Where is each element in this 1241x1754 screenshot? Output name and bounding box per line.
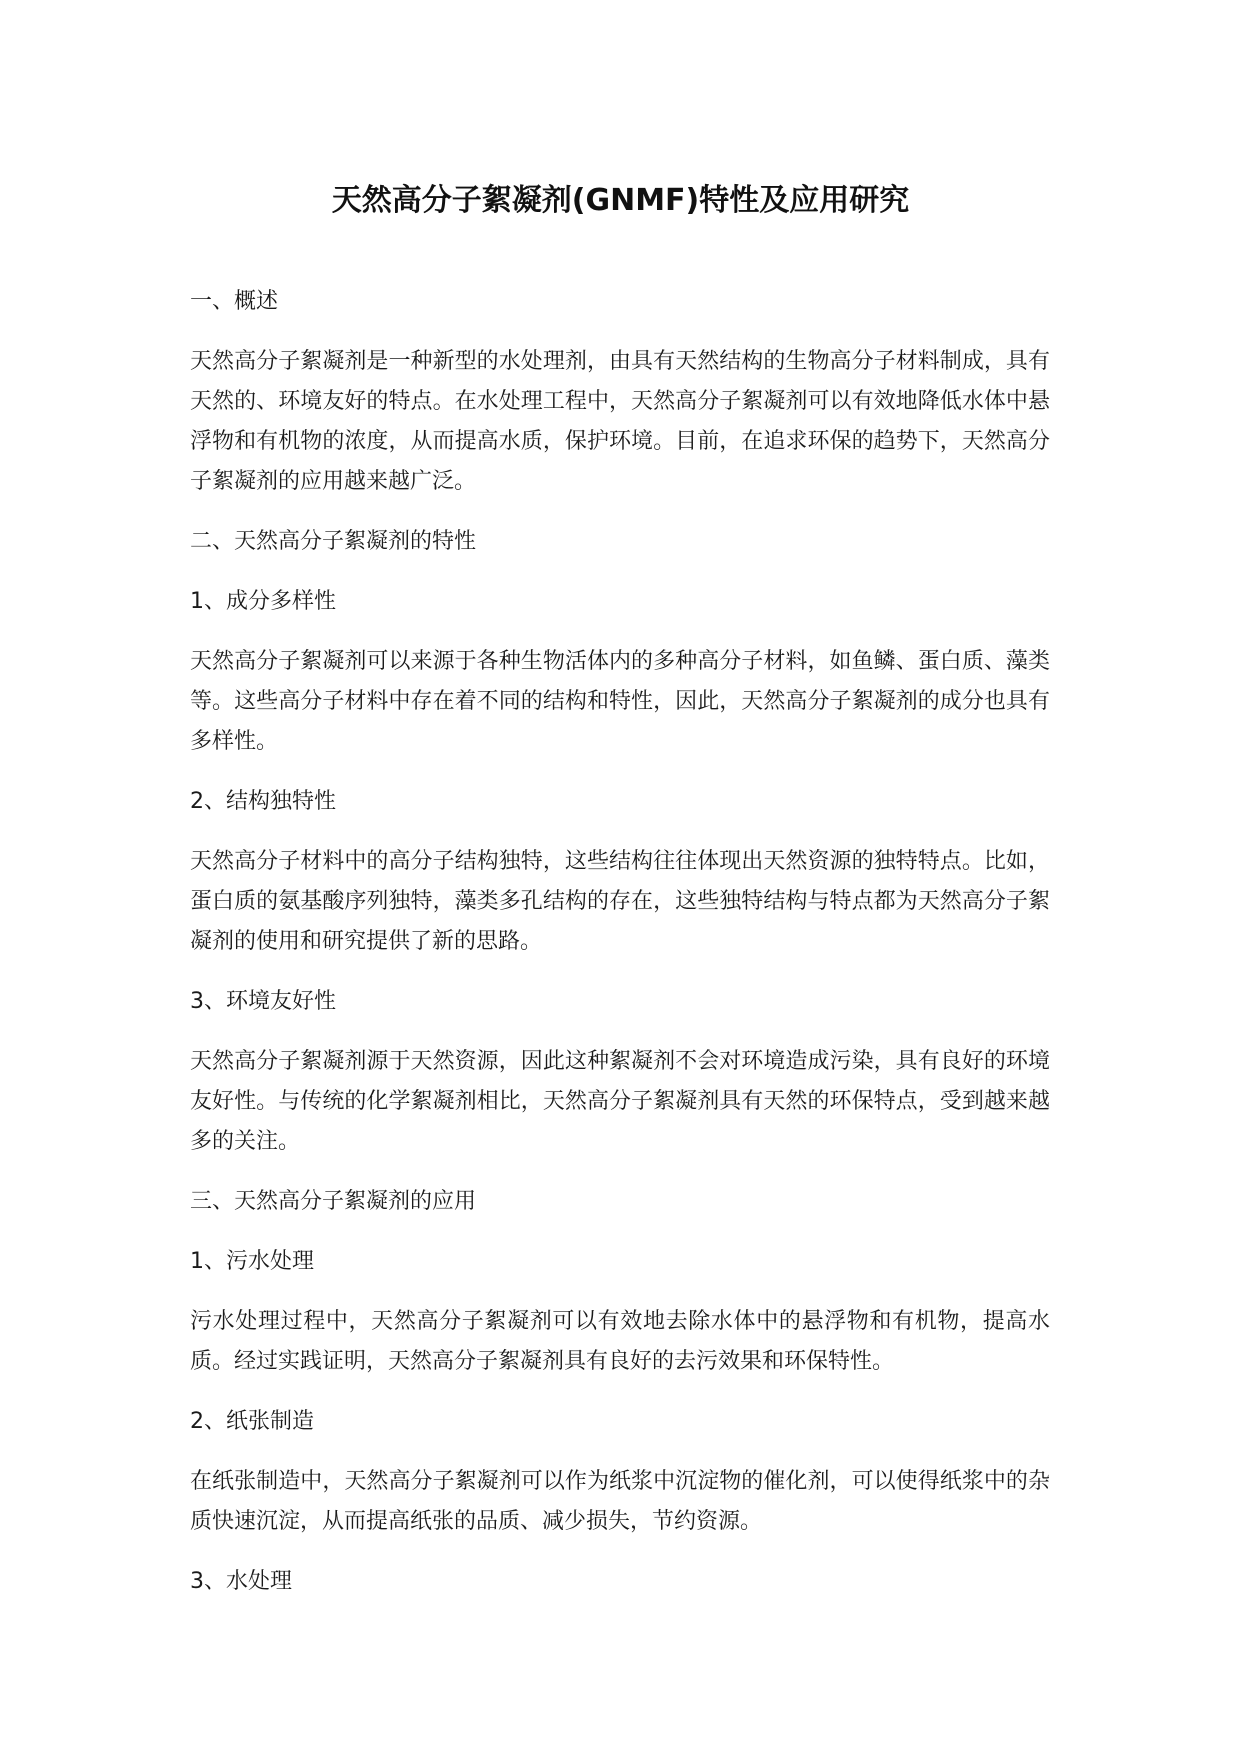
- paragraph-papermaking: 在纸张制造中，天然高分子絮凝剂可以作为纸浆中沉淀物的催化剂，可以使得纸浆中的杂质快速沉淀，从而提高纸张的品质、减少损失，节约资源。: [190, 1469, 1050, 1534]
- paragraph-structure: 天然高分子材料中的高分子结构独特，这些结构往往体现出天然资源的独特特点。比如，蛋白质的氨基酸序列独特，藻类多孔结构的存在，这些独特结构与特点都为天然高分子絮凝剂的使用和研究提供了新的思路。: [190, 849, 1050, 954]
- document-body: [190, 282, 1050, 1622]
- section-heading-properties: 二、天然高分子絮凝剂的特性: [190, 529, 477, 554]
- subheading-papermaking: 2、纸张制造: [190, 1409, 314, 1434]
- subheading-diversity: 1、成分多样性: [190, 589, 336, 614]
- paragraph-eco-friendly: 天然高分子絮凝剂源于天然资源，因此这种絮凝剂不会对环境造成污染，具有良好的环境友好性。与传统的化学絮凝剂相比，天然高分子絮凝剂具有天然的环保特点，受到越来越多的关注。: [190, 1049, 1050, 1154]
- subheading-sewage: 1、污水处理: [190, 1249, 314, 1274]
- paragraph-diversity: 天然高分子絮凝剂可以来源于各种生物活体内的多种高分子材料，如鱼鳞、蛋白质、藻类等。这些高分子材料中存在着不同的结构和特性，因此，天然高分子絮凝剂的成分也具有多样性。: [190, 649, 1050, 754]
- subheading-eco-friendly: 3、环境友好性: [190, 989, 336, 1014]
- document-title: 天然高分子絮凝剂(GNMF)特性及应用研究: [331, 183, 910, 218]
- subheading-water-treatment: 3、水处理: [190, 1569, 292, 1594]
- paragraph-overview: 天然高分子絮凝剂是一种新型的水处理剂，由具有天然结构的生物高分子材料制成，具有天然的、环境友好的特点。在水处理工程中，天然高分子絮凝剂可以有效地降低水体中悬浮物和有机物的浓度，从而提高水质，保护环境。目前，在追求环保的趋势下，天然高分子絮凝剂的应用越来越广泛。: [190, 349, 1050, 494]
- subheading-structure: 2、结构独特性: [190, 789, 336, 814]
- section-heading-overview: 一、概述: [190, 289, 279, 314]
- section-heading-applications: 三、天然高分子絮凝剂的应用: [190, 1189, 477, 1214]
- paragraph-sewage: 污水处理过程中，天然高分子絮凝剂可以有效地去除水体中的悬浮物和有机物，提高水质。经过实践证明，天然高分子絮凝剂具有良好的去污效果和环保特性。: [190, 1309, 1050, 1374]
